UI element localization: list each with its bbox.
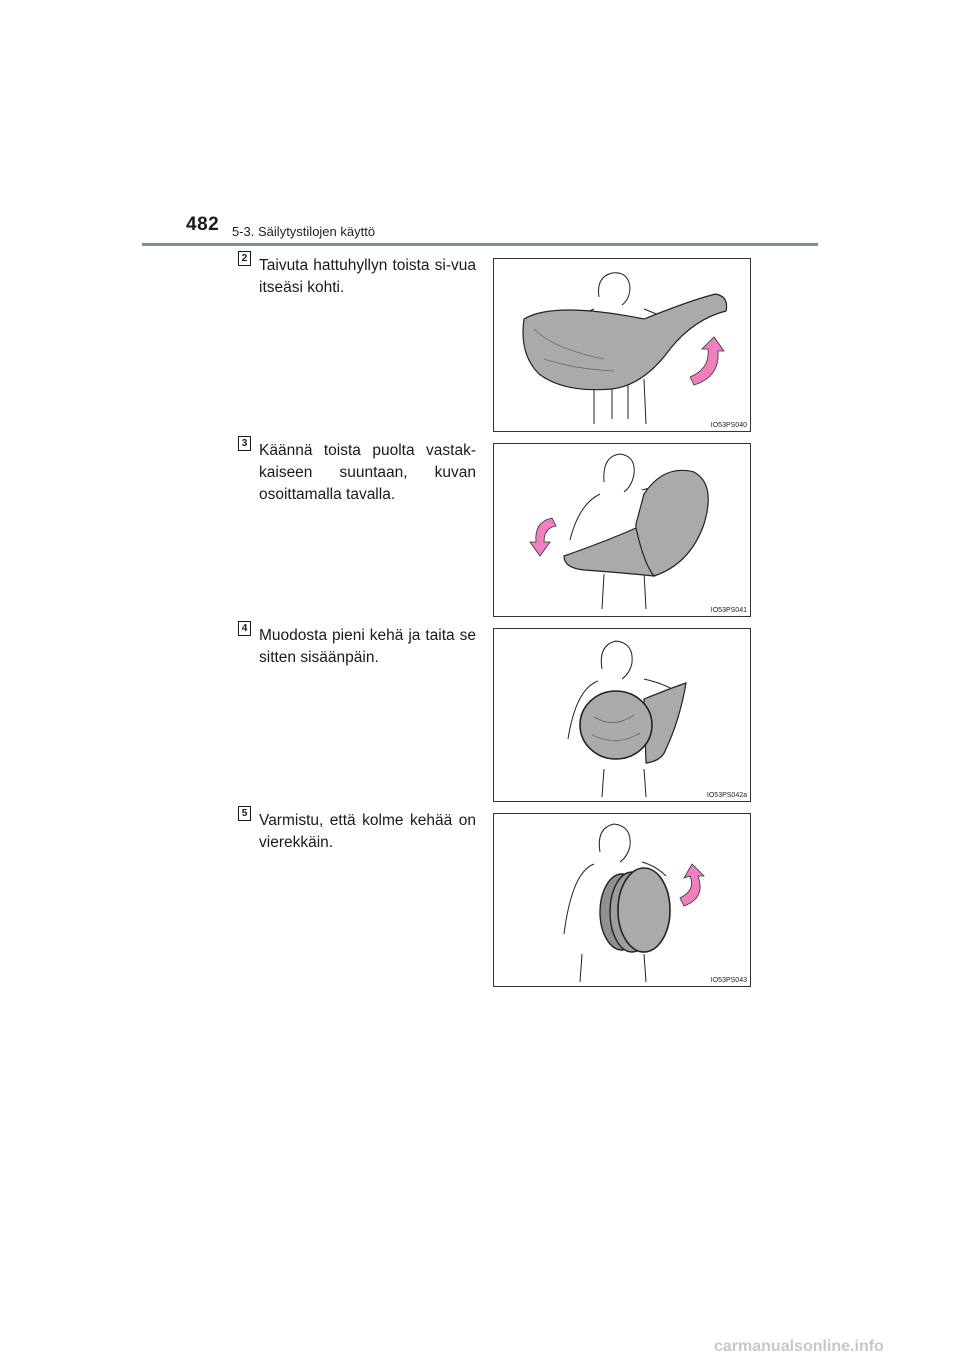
step-badge: 2 — [238, 251, 251, 266]
rotate-arrow-icon — [530, 518, 556, 556]
figure-illustration — [493, 813, 751, 987]
watermark: carmanualsonline.info — [714, 1338, 884, 1355]
figure-illustration — [493, 628, 751, 802]
hat-shelf-cover-ring — [580, 691, 652, 759]
header-rule — [142, 243, 818, 246]
section-title: 5-3. Säilytystilojen käyttö — [232, 224, 376, 239]
step-text: Varmistu, että kolme kehää on vierekkäin. — [259, 812, 476, 851]
figure-code: IO53PS041 — [710, 607, 747, 614]
step-badge: 4 — [238, 621, 251, 636]
step-text: Muodosta pieni kehä ja taita se sitten sisäänpäin. — [259, 627, 476, 666]
hat-shelf-cover — [636, 470, 708, 576]
figure-illustration — [493, 258, 751, 432]
figure-illustration — [493, 443, 751, 617]
rotate-arrow-icon — [690, 337, 724, 385]
step-text: Käännä toista puolta vastak-kaiseen suuntaan, kuvan osoittamalla tavalla. — [259, 442, 476, 503]
step-text: Taivuta hattuhyllyn toista si-vua itseäsi kohti. — [259, 257, 476, 296]
page-number: 482 — [186, 214, 220, 235]
figure-code: IO53PS043 — [710, 977, 747, 984]
hat-shelf-cover-ring — [618, 868, 670, 952]
rotate-arrow-icon — [680, 864, 704, 906]
figure-code: IO53PS042a — [706, 792, 747, 799]
step-badge: 5 — [238, 806, 251, 821]
figure-code: IO53PS040 — [710, 422, 747, 429]
step-badge: 3 — [238, 436, 251, 451]
